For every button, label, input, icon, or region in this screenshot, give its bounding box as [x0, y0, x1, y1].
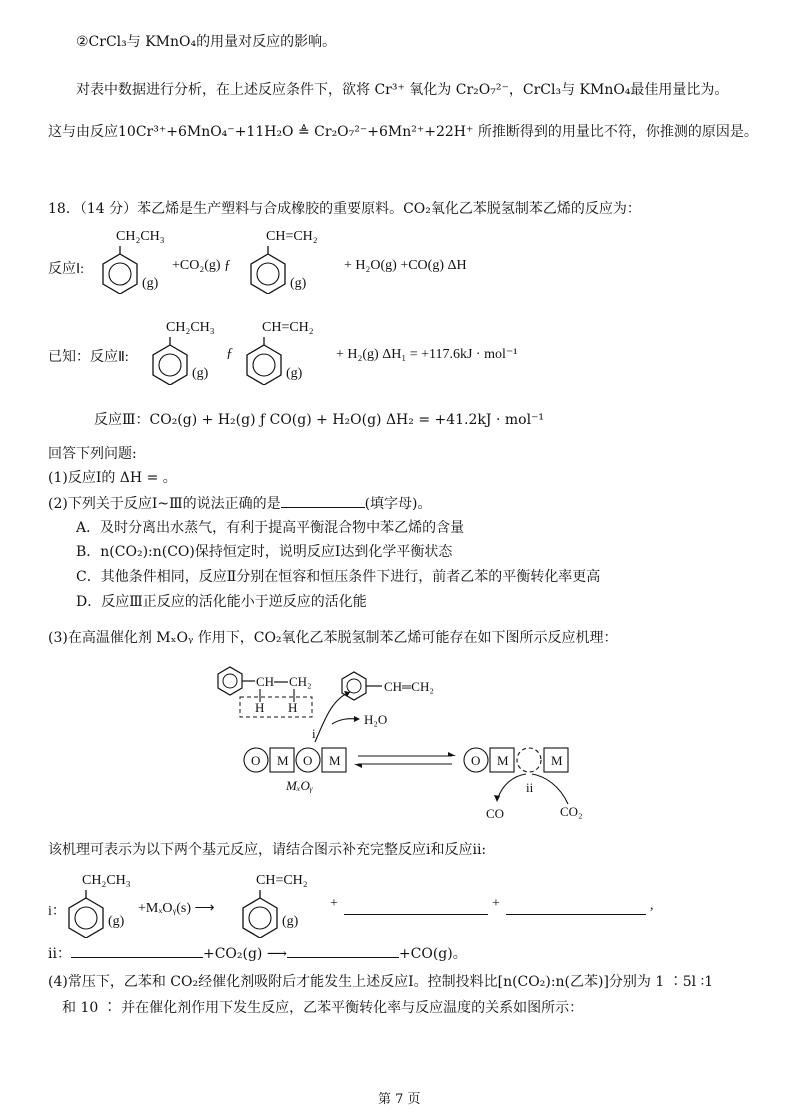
- metal-site: M: [277, 753, 289, 768]
- reaction-1-middle: +CO₂(g) ƒ: [172, 258, 232, 273]
- oxygen-site: O: [303, 753, 313, 768]
- benzene-ring-icon: [66, 890, 106, 938]
- plus-sign: +: [330, 896, 338, 911]
- gas-state-label: (g): [290, 276, 307, 291]
- option-c: C．其他条件相同，反应Ⅱ分别在恒容和恒压条件下进行，前者乙苯的平衡转化率更高: [76, 569, 601, 585]
- gas-state-label: (g): [192, 366, 209, 381]
- benzene-ring-icon: [150, 337, 190, 385]
- vinyl-label: CH=CH₂: [266, 229, 318, 244]
- sub-question-2: [48, 494, 432, 514]
- ethyl-label: CH₂CH₃: [166, 320, 215, 335]
- answer-intro: 回答下列问题:: [48, 446, 137, 462]
- sub-question-2-text: (2)下列关于反应Ⅰ~Ⅲ的说法正确的是: [48, 496, 281, 512]
- h-atom-2: H: [288, 700, 298, 715]
- answer-blank[interactable]: [344, 898, 488, 915]
- page-number: 第 7 页: [378, 1092, 421, 1107]
- sub-question-4-line2: 和 10 ∶ 并在催化剂作用下发生反应，乙苯平衡转化率与反应温度的关系如图所示：: [62, 1000, 584, 1016]
- sub-question-2-suffix: (填字母)。: [364, 496, 432, 512]
- reaction-ii-tail: +CO(g)。: [398, 946, 467, 962]
- q18-header: 18．（14 分）苯乙烯是生产塑料与合成橡胶的重要原料。CO₂氧化乙苯脱氢制苯乙烯的反应为：: [48, 201, 641, 217]
- reaction-ii: [48, 944, 467, 964]
- ch-label: CH: [256, 674, 275, 689]
- h-atom-1: H: [255, 700, 265, 715]
- sub-question-1: (1)反应Ⅰ的 ΔH = 。: [48, 470, 177, 486]
- reaction-3: 反应Ⅲ：CO₂(g) + H₂(g) ƒ CO(g) + H₂O(g) ΔH₂ = +41.2kJ · mol⁻¹: [94, 412, 545, 428]
- option-a: A．及时分离出水蒸气，有利于提高平衡混合物中苯乙烯的含量: [76, 520, 465, 536]
- oxygen-site: O: [251, 753, 261, 768]
- gas-state-label: (g): [286, 366, 303, 381]
- answer-blank[interactable]: [287, 957, 399, 958]
- analysis-line: 对表中数据进行分析，在上述反应条件下，欲将 Cr³⁺ 氧化为 Cr₂O₇²⁻，CrCl₃与 KMnO₄最佳用量比为。: [76, 82, 729, 98]
- reaction-i-label: i：: [48, 904, 66, 919]
- co2-label: CO₂: [560, 804, 583, 819]
- reaction-1-label: 反应Ⅰ:: [48, 262, 85, 277]
- option-d: D．反应Ⅲ正反应的活化能小于逆反应的活化能: [76, 594, 367, 610]
- ethyl-label: CH₂CH₃: [82, 873, 131, 888]
- benzene-ring-icon: [100, 246, 140, 294]
- sub-question-4-line1: (4)常压下，乙苯和 CO₂经催化剂吸附后才能发生上述反应Ⅰ。控制投料比[n(CO₂):n(乙苯)]分别为 1 ∶5l ∶1: [48, 974, 714, 990]
- metal-site: M: [329, 753, 341, 768]
- vinyl-label: CH=CH₂: [262, 320, 314, 335]
- answer-blank[interactable]: [281, 507, 365, 508]
- sub-question-3: (3)在高温催化剂 MₓOᵧ 作用下，CO₂氧化乙苯脱氢制苯乙烯可能存在如下图所示反应机理：: [48, 630, 618, 646]
- equation-line: 这与由反应10Cr³⁺+6MnO₄⁻+11H₂O ≜ Cr₂O₇²⁻+6Mn²⁺+22H⁺ 所推断得到的用量比不符，你推测的原因是。: [48, 124, 758, 140]
- benzene-ring-icon: [342, 672, 366, 700]
- answer-blank[interactable]: [71, 957, 203, 958]
- ch2-label: CH₂: [289, 674, 312, 689]
- reaction-1-tail: + H₂O(g) +CO(g) ΔH: [344, 258, 467, 273]
- vinyl-label: CH=CH₂: [256, 873, 308, 888]
- item-2-text: ②CrCl₃与 KMnO₄的用量对反应的影响。: [76, 34, 337, 50]
- mechanism-note: 该机理可表示为以下两个基元反应，请结合图示补充完整反应i和反应ii:: [48, 842, 487, 858]
- gas-state-label: (g): [108, 914, 125, 929]
- ethyl-label: CH₂CH₃: [116, 229, 165, 244]
- comma: ,: [650, 898, 654, 913]
- reaction-i-middle: +MₓOᵧ(s) ⟶: [138, 901, 215, 916]
- answer-blank[interactable]: [506, 898, 646, 915]
- plus-sign: +: [492, 896, 500, 911]
- step-i-label: i: [312, 726, 316, 741]
- gas-state-label: (g): [282, 914, 299, 929]
- metal-site: M: [551, 753, 563, 768]
- co-label: CO: [486, 806, 505, 821]
- step-ii-label: ii: [526, 780, 534, 795]
- benzene-ring-icon: [240, 890, 280, 938]
- benzene-ring-icon: [248, 246, 288, 294]
- water-label: H₂O: [364, 712, 388, 727]
- reaction-ii-middle: +CO₂(g) ⟶: [202, 946, 287, 962]
- metal-site: M: [497, 753, 509, 768]
- reaction-2-tail: + H₂(g) ΔH₁ = +117.6kJ · mol⁻¹: [336, 347, 518, 362]
- mechanism-diagram: [200, 664, 600, 824]
- product-label: CH═CH₂: [384, 679, 434, 694]
- oxygen-site: O: [471, 753, 481, 768]
- reaction-2-arrow: ƒ: [226, 346, 233, 361]
- option-b: B．n(CO₂):n(CO)保持恒定时，说明反应Ⅰ达到化学平衡状态: [76, 544, 453, 560]
- reaction-2-label: 已知：反应Ⅱ:: [48, 350, 129, 365]
- benzene-ring-icon: [244, 337, 284, 385]
- reaction-ii-label: ii：: [48, 946, 71, 962]
- gas-state-label: (g): [142, 276, 159, 291]
- benzene-ring-icon: [218, 667, 242, 695]
- catalyst-label: MₓOᵧ: [286, 778, 313, 793]
